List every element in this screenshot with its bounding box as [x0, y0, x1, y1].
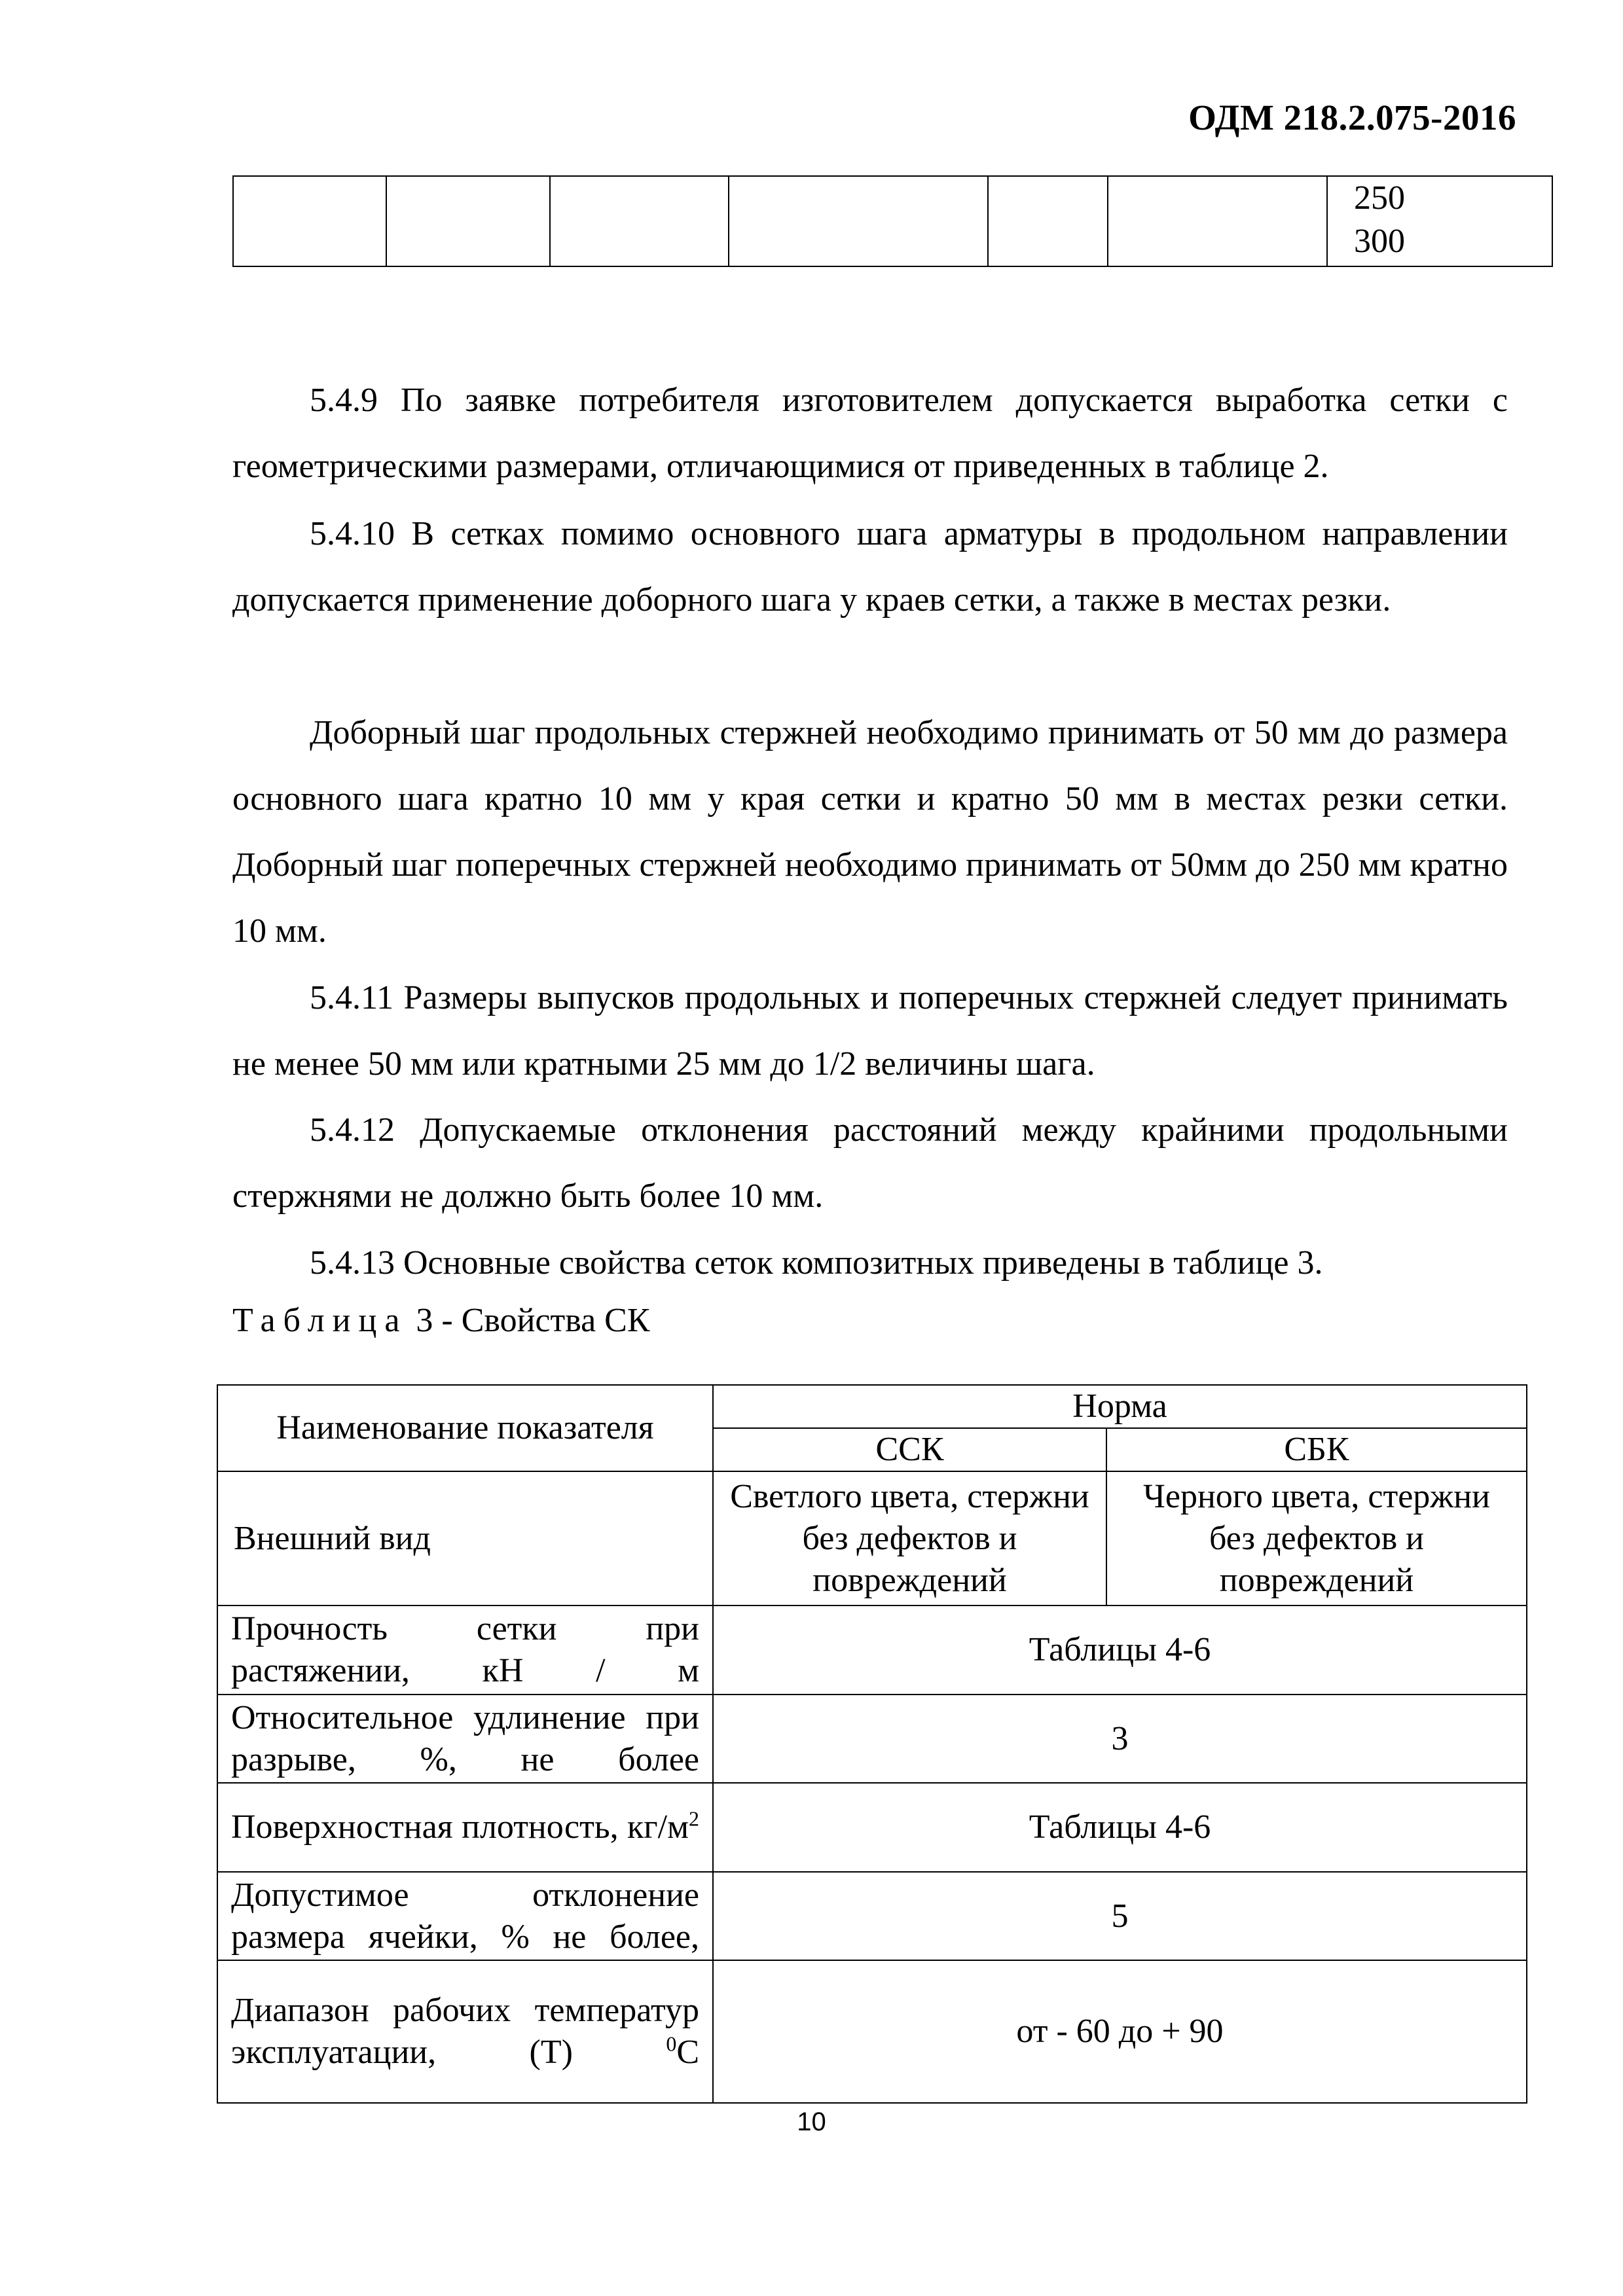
paragraph-5-4-11: 5.4.11 Размеры выпусков продольных и поперечных стержней следует принимать не менее 50 мм или кратными 25 мм до 1/2 величины шага. [232, 979, 1508, 1083]
row-density-label: Поверхностная плотность, кг/м [231, 1808, 689, 1846]
row-deviation-name: Допустимое отклонение размера ячейки, % не более, [217, 1872, 713, 1960]
row-strength-name: Прочность сетки при растяжении, кН / м [217, 1605, 713, 1695]
row-deviation-value: 5 [713, 1872, 1527, 1960]
row-elongation-name: Относительное удлинение при разрыве, %, не более [217, 1695, 713, 1783]
table-cell [988, 176, 1108, 266]
cell-value: 250 [1354, 179, 1405, 217]
header-ssk: ССК [713, 1428, 1106, 1471]
paragraph-5-4-10: 5.4.10 В сетках помимо основного шага арматуры в продольном направлении допускается применение доборного шага у краев сетки, а также в местах резки. [232, 515, 1508, 619]
properties-table [217, 1384, 1527, 2104]
row-appearance-ssk: Светлого цвета, стержни без дефектов и повреждений [713, 1471, 1106, 1605]
row-strength-value: Таблицы 4-6 [713, 1605, 1527, 1695]
continued-table [232, 175, 1553, 267]
table-cell [1108, 176, 1327, 266]
row-temperature-unit: С [676, 2034, 699, 2071]
table-caption [232, 1298, 650, 1344]
document-code: ОДМ 218.2.075-2016 [1188, 98, 1516, 137]
header-sbk: СБК [1106, 1428, 1527, 1471]
superscript-zero: 0 [666, 2032, 677, 2056]
table-caption-word: Таблица [232, 1302, 408, 1339]
table-cell [729, 176, 988, 266]
row-appearance-sbk: Черного цвета, стержни без дефектов и повреждений [1106, 1471, 1527, 1605]
row-elongation-value: 3 [713, 1695, 1527, 1783]
row-density-value: Таблицы 4-6 [713, 1783, 1527, 1872]
table-caption-title: 3 - Свойства СК [416, 1302, 650, 1339]
row-temperature-name [217, 1960, 713, 2103]
paragraph-5-4-12: 5.4.12 Допускаемые отклонения расстояний между крайними продольными стержнями не должно быть более 10 мм. [232, 1111, 1508, 1215]
page-number: 10 [797, 2108, 826, 2136]
paragraph-5-4-9: 5.4.9 По заявке потребителя изготовителем допускается выработка сетки с геометрическими размерами, отличающимися от приведенных в таблице 2. [232, 382, 1508, 485]
row-temperature-value: от - 60 до + 90 [713, 1960, 1527, 2103]
row-appearance-name: Внешний вид [217, 1471, 713, 1605]
row-temperature-label: Диапазон рабочих температур эксплуатации, (Т) [231, 1992, 699, 2071]
paragraph-5-4-13: 5.4.13 Основные свойства сеток композитных приведены в таблице 3. [310, 1244, 1323, 1282]
table-cell [550, 176, 729, 266]
table-cell [233, 176, 386, 266]
cell-value: 300 [1354, 223, 1405, 260]
table-cell [386, 176, 550, 266]
superscript-two: 2 [689, 1806, 699, 1831]
header-norm: Норма [713, 1385, 1527, 1428]
paragraph-additional-step: Доборный шаг продольных стержней необходимо принимать от 50 мм до размера основного шага кратно 10 мм у края сетки и кратно 50 мм в местах резки сетки. Доборный шаг поперечных стержней необходимо принимать от 50мм до 250 мм кратно 10 мм. [232, 714, 1508, 950]
table-cell-values [1327, 176, 1552, 266]
header-indicator: Наименование показателя [217, 1385, 713, 1471]
row-density-name [217, 1783, 713, 1872]
